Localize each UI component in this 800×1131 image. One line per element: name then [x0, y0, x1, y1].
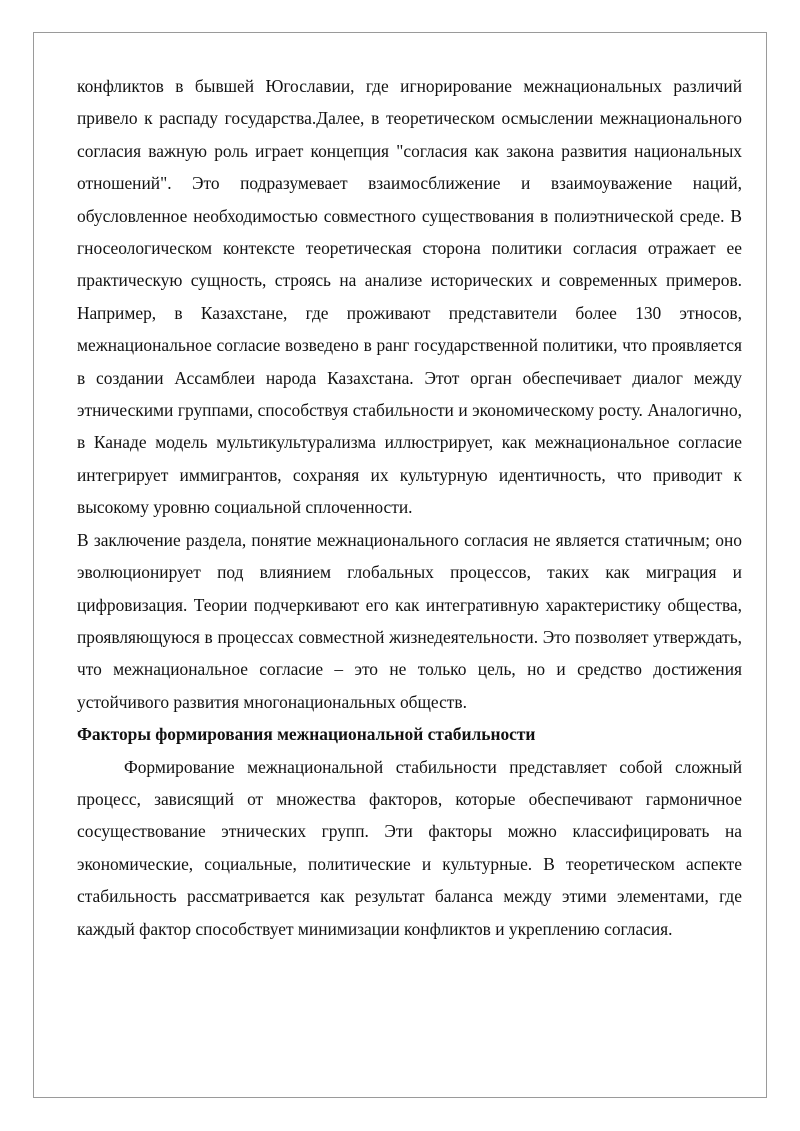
paragraph-conclusion: В заключение раздела, понятие межнационального согласия не является статичным; оно эволюционирует под влиянием глобальных процессов, таких как миграция и цифровизация. Теории подчеркивают его как интегративную характеристику общества, проявляющуюся в процессах совместной жизнедеятельности. Это позволяет утверждать, что межнациональное согласие – это не только цель, но и средство достижения устойчивого развития многонациональных обществ. [77, 529, 742, 712]
section-heading: Факторы формирования межнациональной стабильности [77, 724, 536, 745]
paragraph-stability-factors: Формирование межнациональной стабильности представляет собой сложный процесс, зависящий от множества факторов, которые обеспечивают гармоничное сосуществование этнических групп. Эти факторы можно классифицировать на экономические, социальные, политические и культурные. В теоретическом аспекте стабильность рассматривается как результат баланса между этими элементами, где каждый фактор способствует минимизации конфликтов и укреплению согласия. [77, 756, 742, 939]
paragraph-yugoslavia-kazakhstan-canada: конфликтов в бывшей Югославии, где игнорирование межнациональных различий привело к распаду государства.Далее, в теоретическом осмыслении межнационального согласия важную роль играет концепция "согласия как закона развития национальных отношений". Это подразумевает взаимосближение и взаимоуважение наций, обусловленное необходимостью совместного существования в полиэтнической среде. В гносеологическом контексте теоретическая сторона политики согласия отражает ее практическую сущность, строясь на анализе исторических и современных примеров. Например, в Казахстане, где проживают представители более 130 этносов, межнациональное согласие возведено в ранг государственной политики, что проявляется в создании Ассамблеи народа Казахстана. Этот орган обеспечивает диалог между этническими группами, способствуя стабильности и экономическому росту. Аналогично, в Канаде модель мультикультурализма иллюстрирует, как межнациональное согласие интегрирует иммигрантов, сохраняя их культурную идентичность, что приводит к высокому уровню социальной сплоченности. [77, 76, 742, 518]
document-body [77, 70, 742, 945]
